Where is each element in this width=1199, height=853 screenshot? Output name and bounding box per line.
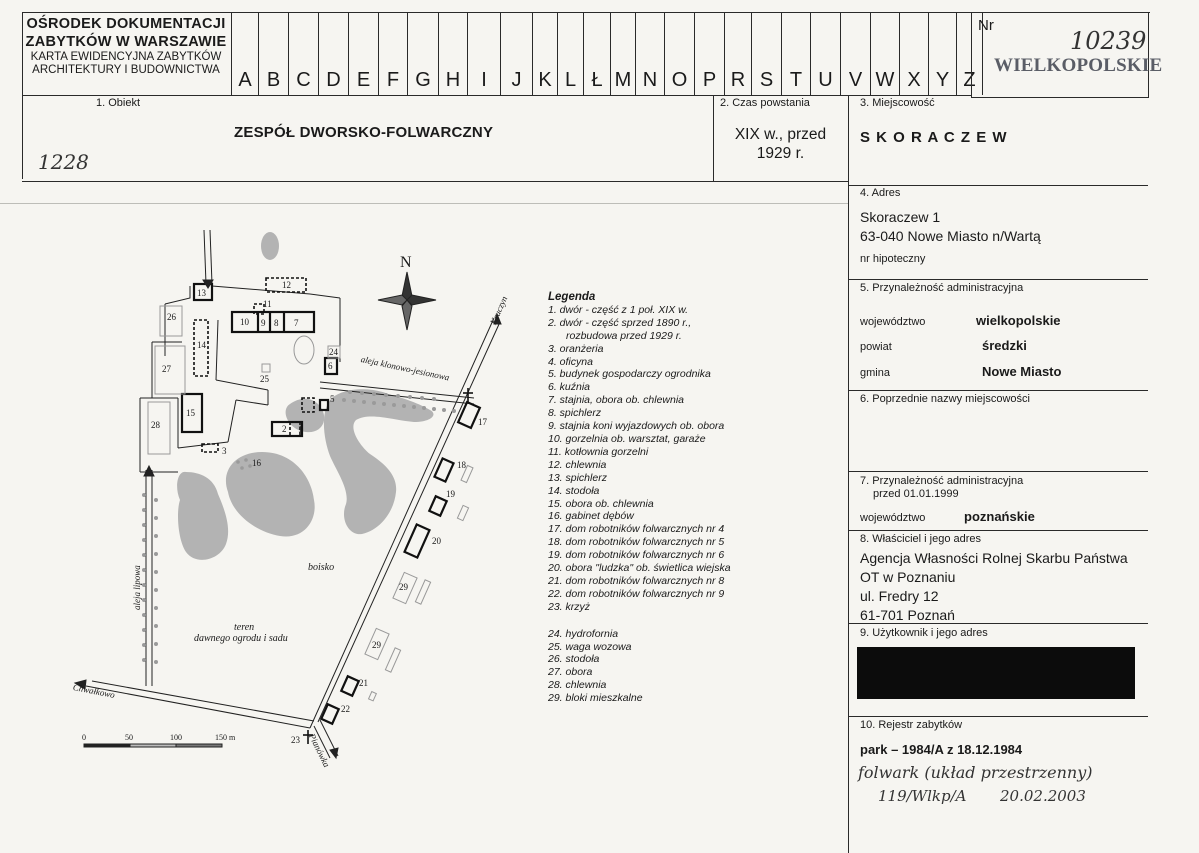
building-number: 23 xyxy=(291,735,300,745)
letter-cell: E xyxy=(348,12,378,95)
building-number: 20 xyxy=(432,536,441,546)
letter-cell: B xyxy=(258,12,288,95)
admin-prev-woj-label: województwo xyxy=(860,512,926,524)
building-number: 26 xyxy=(167,312,176,322)
admin-label: 5. Przynależność administracyjna xyxy=(860,282,1024,294)
legend-item: 11. kotłownia gorzelni xyxy=(548,445,649,458)
letter-cell: Z xyxy=(956,12,983,95)
building-number: 29 xyxy=(372,640,381,650)
address-line2: 63-040 Nowe Miasto n/Wartą xyxy=(860,228,1041,244)
legend-item: 6. kuźnia xyxy=(548,381,591,394)
building-number: 19 xyxy=(446,489,455,499)
legend-item: 19. dom robotników folwarcznych nr 6 xyxy=(548,549,725,562)
owner-line4: 61-701 Poznań xyxy=(860,607,955,623)
building-number: 12 xyxy=(282,280,291,290)
alley-label-lipowa: aleja lipowa xyxy=(132,565,142,610)
road-label-pianowka: Pianówka xyxy=(307,732,332,769)
building-number: 14 xyxy=(197,340,206,350)
road-label-chwalkowo: Chwałkowo xyxy=(72,682,116,700)
compass-rose-icon xyxy=(378,272,436,330)
letter-cell: I xyxy=(467,12,500,95)
scale-label: 50 xyxy=(125,733,133,742)
admin-prev-label-line2: przed 01.01.1999 xyxy=(873,488,959,500)
nr-handwritten: 10239 xyxy=(1070,27,1147,55)
letter-cell: T xyxy=(781,12,810,95)
legend-item: 15. obora ob. chlewnia xyxy=(548,497,654,510)
legend-item: 23. krzyż xyxy=(548,600,591,613)
legend-item: 25. waga wozowa xyxy=(548,640,632,653)
redaction-block xyxy=(857,647,1135,699)
building-number: 16 xyxy=(252,458,261,468)
letter-cell: C xyxy=(288,12,318,95)
admin-prev-label-line1: 7. Przynależność administracyjna xyxy=(860,475,1024,487)
rule-7 xyxy=(848,471,1148,472)
admin-woj-value: wielkopolskie xyxy=(976,313,1061,328)
letter-cell: P xyxy=(694,12,724,95)
building-number: 3 xyxy=(222,446,227,456)
legend-item: 18. dom robotników folwarcznych nr 5 xyxy=(548,536,725,549)
scale-label: 150 m xyxy=(215,733,236,742)
admin-powiat-label: powiat xyxy=(860,341,892,353)
admin-powiat-value: średzki xyxy=(982,338,1027,353)
letter-cell: M xyxy=(610,12,635,95)
voivodeship-stamp: WIELKOPOLSKIE xyxy=(994,55,1163,76)
letter-cell: F xyxy=(378,12,407,95)
building-number: 9 xyxy=(261,318,266,328)
header-bottom-line xyxy=(22,95,972,96)
legend-item: 12. chlewnia xyxy=(548,458,607,471)
building-number: 22 xyxy=(341,704,350,714)
map-label-ogrod: dawnego ogrodu i sadu xyxy=(194,633,288,644)
date-value-line2: 1929 r. xyxy=(756,145,805,162)
letter-cell: V xyxy=(840,12,870,95)
building-number: 13 xyxy=(197,288,206,298)
building-number: 17 xyxy=(478,417,487,427)
rule-4 xyxy=(848,185,1148,186)
institution-line1: OŚRODEK DOKUMENTACJI xyxy=(26,16,226,32)
building-number: 27 xyxy=(162,364,171,374)
building-number: 6 xyxy=(328,361,333,371)
legend-item: 24. hydrofornia xyxy=(548,627,619,640)
register-handwritten-date: 20.02.2003 xyxy=(1000,787,1086,805)
card-type-line2: ARCHITEKTURY I BUDOWNICTWA xyxy=(32,64,220,76)
owner-label: 8. Właściciel i jego adres xyxy=(860,533,982,545)
admin-gmina-value: Nowe Miasto xyxy=(982,364,1062,379)
letter-cell: K xyxy=(532,12,557,95)
building-number: 15 xyxy=(186,408,195,418)
record-number-box xyxy=(971,12,1163,98)
letter-cell: N xyxy=(635,12,664,95)
map-north-label: N xyxy=(400,254,412,271)
legend-item: 17. dom robotników folwarcznych nr 4 xyxy=(548,523,725,536)
building-number: 8 xyxy=(274,318,279,328)
building-number: 25 xyxy=(260,374,269,384)
nr-label: Nr xyxy=(978,17,994,34)
scale-label: 100 xyxy=(170,733,182,742)
institution-block xyxy=(22,12,230,95)
prev-names-label: 6. Poprzednie nazwy miejscowości xyxy=(860,393,1030,405)
building-number: 5 xyxy=(330,394,335,404)
legend-item: 13. spichlerz xyxy=(548,471,607,484)
legend-item: 8. spichlerz xyxy=(548,407,602,420)
legend-item: 10. gorzelnia ob. warsztat, garaże xyxy=(548,432,706,445)
rule-8 xyxy=(848,530,1148,531)
map-label-teren: teren xyxy=(234,622,255,633)
letter-cell: J xyxy=(500,12,532,95)
legend-title: Legenda xyxy=(548,291,596,303)
card-type-line1: KARTA EWIDENCYJNA ZABYTKÓW xyxy=(30,51,222,63)
date-label: 2. Czas powstania xyxy=(720,97,810,109)
site-plan-map xyxy=(0,204,548,764)
locality-value: S K O R A C Z E W xyxy=(860,129,1008,146)
row1-bottom-line xyxy=(22,181,848,182)
building-number: 7 xyxy=(294,318,299,328)
building-number: 10 xyxy=(240,317,249,327)
letter-cell: S xyxy=(751,12,781,95)
legend-item: 16. gabinet dębów xyxy=(548,510,634,523)
building-number: 21 xyxy=(359,678,368,688)
legend-item: 5. budynek gospodarczy ogrodnika xyxy=(548,368,711,381)
rule-9 xyxy=(848,623,1148,624)
register-label: 10. Rejestr zabytków xyxy=(860,719,963,731)
letter-cell: A xyxy=(231,12,258,95)
admin-prev-woj-value: poznańskie xyxy=(964,509,1035,524)
owner-line1: Agencja Własności Rolnej Skarbu Państwa xyxy=(860,550,1128,566)
rule-10 xyxy=(848,716,1148,717)
letter-cell: U xyxy=(810,12,840,95)
letter-cell: G xyxy=(407,12,438,95)
legend-item: rozbudowa przed 1929 r. xyxy=(566,329,682,342)
scale-label: 0 xyxy=(82,733,86,742)
legend-item: 29. bloki mieszkalne xyxy=(548,692,643,705)
legend-item: 22. dom robotników folwarcznych nr 9 xyxy=(548,587,725,600)
building-number: 18 xyxy=(457,460,466,470)
rule-5 xyxy=(848,279,1148,280)
letter-cell: O xyxy=(664,12,694,95)
letter-cell: D xyxy=(318,12,348,95)
legend-item: 2. dwór - część sprzed 1890 r., xyxy=(548,316,692,329)
owner-line3: ul. Fredry 12 xyxy=(860,588,939,604)
address-label: 4. Adres xyxy=(860,187,901,199)
admin-woj-label: województwo xyxy=(860,316,926,328)
admin-gmina-label: gmina xyxy=(860,367,890,379)
road-label-kruczyn: Kruczyn xyxy=(488,294,510,327)
map-legend xyxy=(548,291,731,705)
building-number: 1 xyxy=(298,424,303,434)
legend-item: 20. obora "ludzka" ob. świetlica wiejska xyxy=(548,562,731,575)
building-number: 2 xyxy=(282,424,287,434)
legend-item: 7. stajnia, obora ob. chlewnia xyxy=(548,394,685,407)
scale-bar-graphic xyxy=(84,744,222,747)
legend-item: 21. dom robotników folwarcznych nr 8 xyxy=(548,574,725,587)
map-label-boisko: boisko xyxy=(308,562,335,573)
letter-cell: H xyxy=(438,12,467,95)
object-value: ZESPÓŁ DWORSKO-FOLWARCZNY xyxy=(234,124,494,141)
letter-cell: Y xyxy=(928,12,956,95)
building-number: 28 xyxy=(151,420,160,430)
register-value: park – 1984/A z 18.12.1984 xyxy=(860,742,1023,757)
legend-item: 28. chlewnia xyxy=(548,679,607,692)
letter-cell: Ł xyxy=(583,12,610,95)
owner-line2: OT w Poznaniu xyxy=(860,569,956,585)
letter-cell: X xyxy=(899,12,928,95)
legend-item: 3. oranżeria xyxy=(548,342,604,355)
building-number: 29 xyxy=(399,582,408,592)
building-number: 11 xyxy=(263,299,272,309)
object-handwritten-number: 1228 xyxy=(38,150,89,174)
letter-cell: W xyxy=(870,12,899,95)
legend-item: 27. obora xyxy=(548,666,593,679)
legend-item: 9. stajnia koni wyjazdowych ob. obora xyxy=(548,420,725,433)
mortgage-label: nr hipoteczny xyxy=(860,253,926,265)
legend-item: 1. dwór - część z 1 poł. XIX w. xyxy=(548,303,689,316)
letter-cell: L xyxy=(557,12,583,95)
address-line1: Skoraczew 1 xyxy=(860,209,941,225)
date-value-line1: XIX w., przed xyxy=(734,126,827,143)
rule-6 xyxy=(848,390,1148,391)
legend-item: 14. stodoła xyxy=(548,484,600,497)
register-handwritten-number: 119/Wlkp/A xyxy=(878,787,967,805)
institution-line2: ZABYTKÓW W WARSZAWIE xyxy=(25,34,227,50)
letter-cell: R xyxy=(724,12,751,95)
register-handwritten-line1: folwark (układ przestrzenny) xyxy=(858,763,1093,782)
object-label: 1. Obiekt xyxy=(96,97,141,109)
legend-item: 4. oficyna xyxy=(548,355,593,368)
alley-label-klonowo: aleja klonowo-jesionowa xyxy=(359,354,451,383)
building-number: 24 xyxy=(329,347,338,357)
legend-item: 26. stodoła xyxy=(548,653,600,666)
divider-czas-miejscowosc xyxy=(848,95,849,853)
locality-label: 3. Miejscowość xyxy=(860,97,935,109)
classification-letters xyxy=(231,12,983,95)
user-label: 9. Użytkownik i jego adres xyxy=(860,627,988,639)
